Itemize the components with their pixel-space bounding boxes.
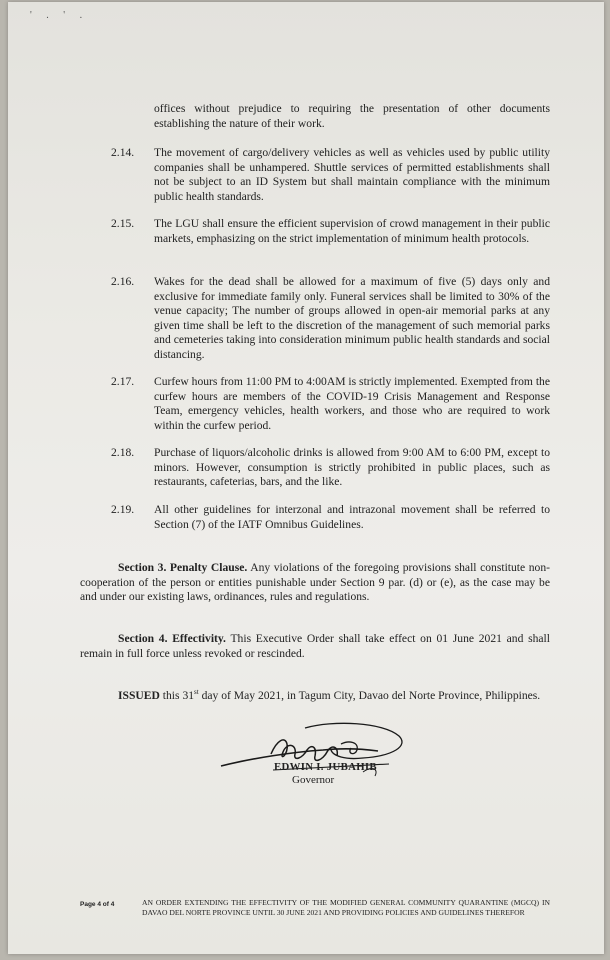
item-text-2-19: All other guidelines for interzonal and intrazonal movement shall be referred to Section (7) of the IATF Omnibus Guidelines. — [154, 503, 550, 531]
footer-title: AN ORDER EXTENDING THE EFFECTIVITY OF THE MODIFIED GENERAL COMMUNITY QUARANTINE (MGCQ) IN DAVAO DEL NORTE PROVINCE UNTIL 30 JUNE 2021 AND PROVIDING POLICIES AND GUIDELINES THEREFOR — [142, 898, 550, 917]
corner-marks: ' . ' . — [30, 10, 89, 21]
page-number: Page 4 of 4 — [80, 901, 115, 908]
section-4-heading: Section 4. Effectivity. — [118, 632, 226, 645]
item-number-2-17: 2.17. — [111, 375, 135, 388]
item-number-2-19: 2.19. — [111, 503, 135, 516]
section-4-text: This Executive Order shall take effect on 01 June 2021 and shall remain in full force unless revoked or rescinded. — [80, 632, 550, 660]
issued-text-end: day of May 2021, in Tagum City, Davao del Norte Province, Philippines. — [198, 688, 541, 702]
item-text-2-15: The LGU shall ensure the efficient supervision of crowd management in their public markets, emphasizing on the strict implementation of minimum health protocols. — [154, 217, 550, 245]
section-3-heading: Section 3. Penalty Clause. — [118, 561, 248, 574]
item-number-2-14: 2.14. — [111, 146, 135, 159]
item-number-2-18: 2.18. — [111, 446, 135, 459]
signatory-name: EDWIN I. JUBAHIB — [274, 761, 377, 773]
item-number-2-16: 2.16. — [111, 275, 135, 288]
item-text-2-14: The movement of cargo/delivery vehicles as well as vehicles used by public utility companies shall be unhampered. Shuttle services of permitted establishments shall not be subject to an ID System but shall maintain compliance with the minimum public health standards. — [154, 146, 550, 203]
issued-paragraph — [80, 685, 550, 703]
item-number-2-15: 2.15. — [111, 217, 135, 230]
signatory-title: Governor — [292, 774, 335, 786]
document-page — [8, 2, 604, 954]
section-3-text: Any violations of the foregoing provisions shall constitute non-cooperation of the person or entities punishable under Section 9 par. (d) or (e), as the case may be and under our existing laws, ordinances, rules and regulations. — [80, 561, 551, 604]
item-continuation-text: offices without prejudice to requiring the presentation of other documents establishing the nature of their work. — [154, 102, 550, 130]
section-4-paragraph — [80, 632, 550, 661]
section-3-paragraph — [80, 561, 550, 605]
item-text-2-16: Wakes for the dead shall be allowed for a maximum of five (5) days only and exclusive for immediate family only. Funeral services shall be limited to 30% of the venue capacity; The number of groups allowed in open-air memorial parks at any given time shall be left to the discretion of the management of such memorial parks and cemeteries taking into consideration minimum public health standards and social distancing. — [154, 275, 550, 361]
issued-keyword: ISSUED — [118, 688, 160, 702]
item-text-2-18: Purchase of liquors/alcoholic drinks is allowed from 9:00 AM to 6:00 PM, except to minors. However, consumption is strictly prohibited in public places, such as restaurants, cafeterias, bars, and the like. — [154, 446, 550, 489]
item-text-2-17: Curfew hours from 11:00 PM to 4:00AM is strictly implemented. Exempted from the curfew hours are members of the COVID-19 Crisis Management and Response Team, emergency vehicles, health workers, and those who are required to work within the curfew period. — [154, 375, 550, 432]
issued-ordinal: st — [194, 688, 199, 696]
issued-text-start: this 31 — [159, 688, 195, 702]
